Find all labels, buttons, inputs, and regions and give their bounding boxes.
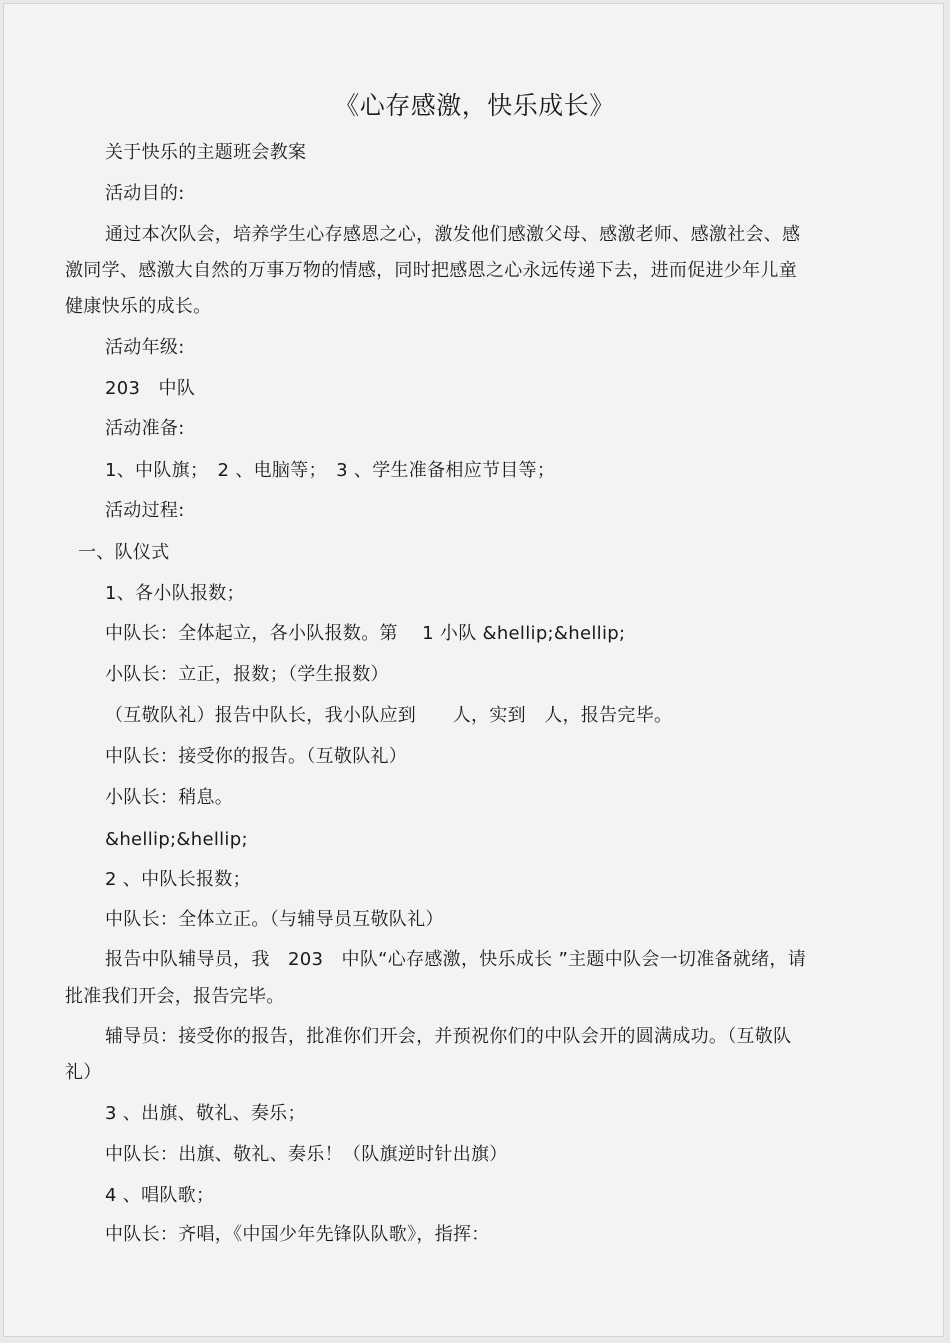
heading-preparation: 活动准备:	[105, 418, 185, 439]
dialogue-line: 中队长：齐唱，《中国少年先锋队队歌》，指挥：	[105, 1224, 490, 1245]
purpose-line-2: 激同学、感激大自然的万事万物的情感，同时把感恩之心永远传递下去，进而促进少年儿童	[65, 260, 797, 281]
purpose-line-3: 健康快乐的成长。	[65, 296, 212, 317]
subtitle: 关于快乐的主题班会教案	[105, 142, 307, 163]
dialogue-line: 报告中队辅导员，我 203 中队“心存感激，快乐成长 ”主题中队会一切准备就绪，请	[105, 949, 807, 970]
dialogue-line: 辅导员：接受你的报告，批准你们开会，并预祝你们的中队会开的圆满成功。（互敬队	[105, 1026, 792, 1047]
dialogue-line: 中队长：接受你的报告。（互敬队礼）	[105, 746, 408, 767]
heading-grade: 活动年级:	[105, 337, 185, 358]
dialogue-line-continued: 批准我们开会，报告完毕。	[65, 986, 285, 1007]
dialogue-line: 中队长：全体起立，各小队报数。第 1 小队 &hellip;&hellip;	[105, 623, 626, 644]
step-1: 1、各小队报数；	[105, 583, 245, 604]
document-title: 《心存感激，快乐成长》	[334, 91, 615, 120]
dialogue-line-continued: 礼）	[65, 1062, 102, 1083]
dialogue-line: 小队长：稍息。	[105, 787, 234, 808]
dialogue-line: 小队长：立正，报数；（学生报数）	[105, 664, 389, 685]
dialogue-line: （互敬队礼）报告中队长，我小队应到 人，实到 人，报告完毕。	[105, 705, 673, 726]
purpose-line-1: 通过本次队会，培养学生心存感恩之心，激发他们感激父母、感激老师、感激社会、感	[105, 224, 801, 245]
document-page	[3, 3, 944, 1337]
dialogue-line: 中队长：全体立正。（与辅导员互敬队礼）	[105, 909, 444, 930]
heading-purpose: 活动目的:	[105, 183, 185, 204]
ellipsis-line: &hellip;&hellip;	[105, 829, 248, 850]
step-2: 2 、中队长报数；	[105, 869, 251, 890]
heading-process: 活动过程:	[105, 500, 185, 521]
preparation-items: 1、中队旗； 2 、电脑等； 3 、学生准备相应节目等；	[105, 460, 556, 481]
grade-value: 203 中队	[105, 378, 196, 399]
section-ceremony: 一、队仪式	[78, 542, 170, 563]
dialogue-line: 中队长：出旗、敬礼、奏乐！（队旗逆时针出旗）	[105, 1144, 508, 1165]
step-3: 3 、出旗、敬礼、奏乐；	[105, 1103, 306, 1124]
step-4: 4 、唱队歌；	[105, 1185, 215, 1206]
